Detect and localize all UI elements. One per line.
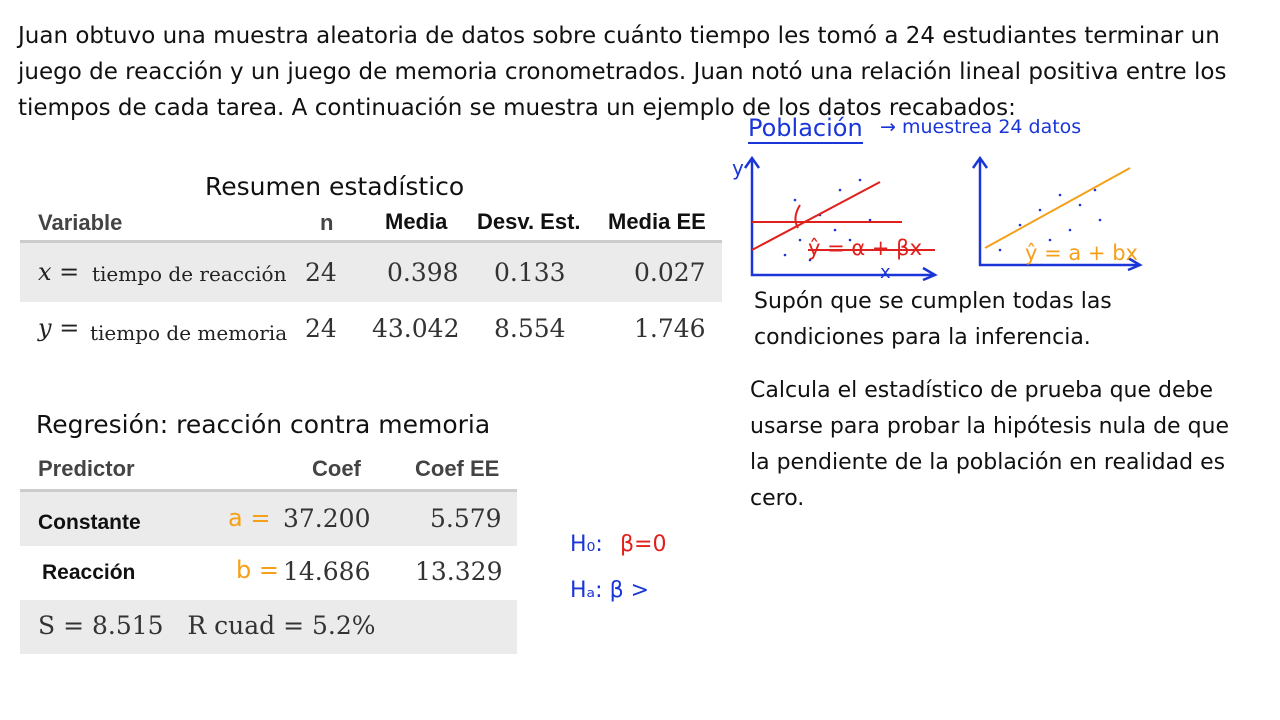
null-hypothesis-expr: β=0 — [620, 532, 667, 557]
population-label: Población — [748, 114, 863, 142]
conditions-text: Supón que se cumplen todas las condiciones para la inferencia. — [754, 289, 1112, 350]
var-symbol: y = — [38, 314, 80, 342]
mean-value: 0.398 — [387, 258, 459, 287]
sample-equation: ŷ = a + bx — [1025, 241, 1138, 265]
summary-header-se: Media EE — [608, 209, 706, 234]
coef-annotation: a = — [228, 504, 271, 532]
sample-line — [985, 168, 1130, 248]
n-value: 24 — [305, 258, 337, 287]
coef-annotation: b = — [236, 556, 279, 584]
sd-value: 0.133 — [494, 258, 566, 287]
coef-se-value: 5.579 — [430, 504, 502, 533]
coef-value: 37.200 — [283, 504, 371, 533]
regression-footer: S = 8.515 R cuad = 5.2% — [38, 611, 376, 640]
n-value: 24 — [305, 314, 337, 343]
summary-header-variable: Variable — [38, 210, 123, 235]
summary-header-mean: Media — [385, 209, 448, 234]
reg-header-se: Coef EE — [415, 456, 500, 481]
predictor-label: Reacción — [42, 561, 136, 584]
coef-value: 14.686 — [283, 557, 371, 586]
summary-title: Resumen estadístico — [205, 172, 465, 201]
predictor-label: Constante — [38, 511, 141, 534]
summary-header-n: n — [320, 210, 334, 235]
sd-value: 8.554 — [494, 314, 566, 343]
reg-header-coef: Coef — [312, 456, 361, 481]
var-label: tiempo de memoria — [90, 321, 288, 345]
intro-text: Juan obtuvo una muestra aleatoria de datos sobre cuánto tiempo les tomó a 24 estudiantes terminar un juego de reacción y un juego de memoria cronometrados. Juan notó una relación lineal positiva entre los tiempos de cada tarea. A continuación se muestra un ejemplo de los datos recabados: — [18, 23, 1227, 121]
alt-hypothesis: Hₐ: β > — [570, 578, 650, 603]
var-symbol: x = — [38, 258, 80, 286]
var-label: tiempo de reacción — [92, 262, 287, 286]
mean-value: 43.042 — [372, 314, 460, 343]
null-hypothesis-label: H₀: — [570, 532, 603, 557]
sketch-graphs — [732, 150, 1160, 283]
coef-se-value: 13.329 — [415, 557, 503, 586]
x-axis-label: x — [880, 262, 891, 283]
se-value: 1.746 — [634, 314, 706, 343]
regression-title: Regresión: reacción contra memoria — [36, 410, 491, 439]
reg-header-predictor: Predictor — [38, 456, 135, 481]
summary-header-sd: Desv. Est. — [477, 209, 581, 234]
sample-label: → muestrea 24 datos — [880, 116, 1082, 138]
question-text: Calcula el estadístico de prueba que debe usarse para probar la hipótesis nula de que la pendiente de la población en realidad es cero. — [750, 378, 1230, 511]
y-axis-label: y — [732, 156, 744, 180]
population-equation: ŷ = α + βx — [808, 236, 922, 260]
se-value: 0.027 — [634, 258, 706, 287]
